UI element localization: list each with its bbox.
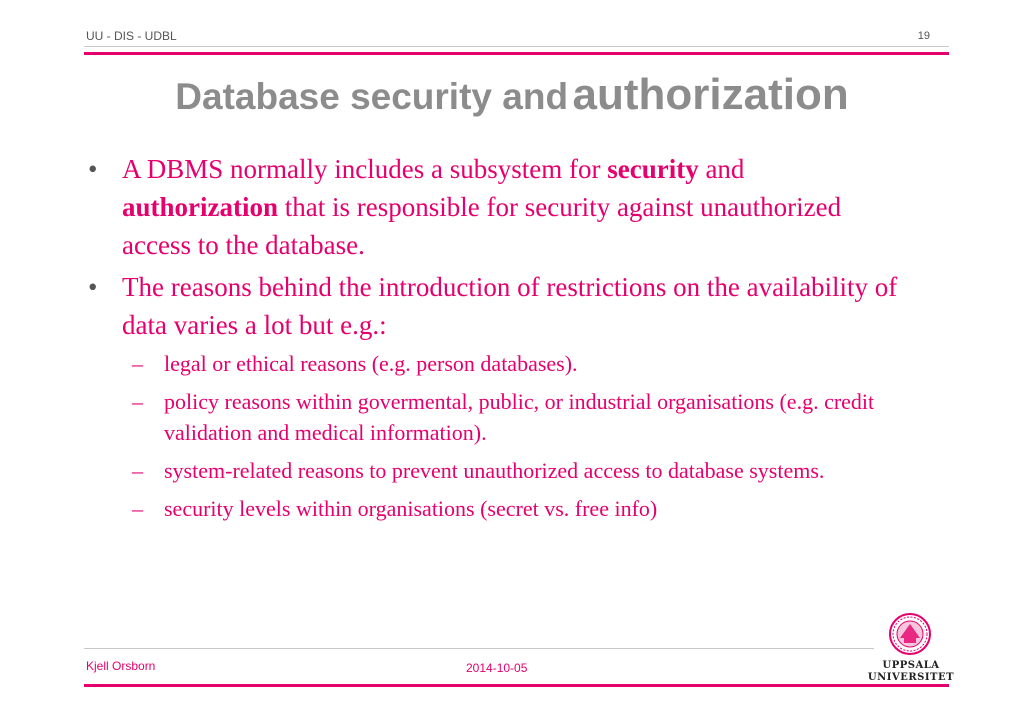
footer-divider-pink	[84, 684, 949, 687]
header-divider-pink	[84, 52, 949, 55]
dash-mark: –	[132, 389, 143, 414]
bullet-mark: •	[88, 154, 98, 184]
header-label: UU - DIS - UDBL	[86, 29, 177, 43]
university-logo	[866, 612, 956, 682]
bullet-bold-authorization: authorization	[122, 192, 279, 222]
bullet-text: The reasons behind the introduction of restrictions on the availability of data varies a lot but e.g.:	[122, 272, 898, 340]
footer-author: Kjell Orsborn	[86, 659, 156, 673]
sub-item	[86, 386, 906, 448]
title-part1: Database security and	[175, 76, 569, 117]
dash-mark: –	[132, 458, 143, 483]
title-part2: authorization	[572, 70, 849, 119]
header-divider-gray	[84, 46, 949, 47]
university-seal-icon	[888, 612, 932, 656]
slide-title	[0, 70, 1024, 120]
dash-mark: –	[132, 351, 143, 376]
bullet-mark: •	[88, 272, 98, 302]
logo-line1: UPPSALA	[882, 660, 940, 671]
sub-item-text: security levels within organisations (secret vs. free info)	[164, 496, 658, 521]
sub-item-text: legal or ethical reasons (e.g. person databases).	[164, 351, 578, 376]
bullet-text: that is responsible for security against unauthorized access to the database.	[122, 192, 842, 260]
footer-date: 2014-10-05	[466, 661, 528, 675]
bullet-bold-security: security	[607, 154, 699, 184]
sub-item-text: policy reasons within govermental, public, or industrial organisations (e.g. credit validation and medical information).	[164, 389, 875, 445]
sub-item	[86, 493, 906, 524]
sub-item	[86, 455, 906, 486]
bullet-item	[86, 150, 906, 264]
bullet-text: and	[705, 154, 745, 184]
sub-item-text: system-related reasons to prevent unauthorized access to database systems.	[164, 458, 825, 483]
dash-mark: –	[132, 496, 143, 521]
bullet-item	[86, 268, 906, 344]
bullet-text: A DBMS normally includes a subsystem for	[122, 154, 601, 184]
slide-content	[86, 150, 906, 531]
logo-line2: UNIVERSITET	[867, 672, 955, 683]
footer-divider-gray	[84, 648, 874, 649]
sub-item	[86, 348, 906, 379]
page-number: 19	[917, 30, 930, 42]
